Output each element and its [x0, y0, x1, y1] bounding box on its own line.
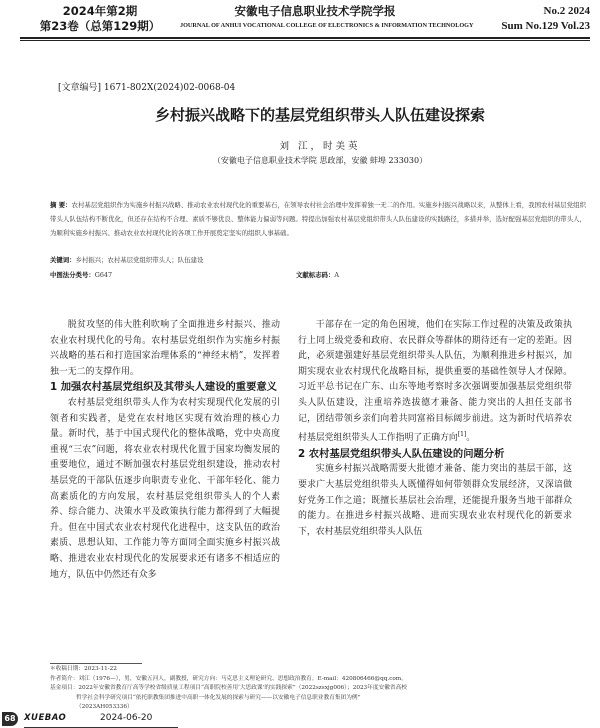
- paper-title: 乡村振兴战略下的基层党组织带头人队伍建设探索: [154, 106, 485, 124]
- keywords-text: 乡村振兴；农村基层党组织带头人；队伍建设: [75, 256, 204, 264]
- received-date: ＊收稿日期：2023-11-22: [50, 666, 117, 672]
- page-footer: [0, 711, 600, 728]
- paragraph: 农村基层党组织带头人作为农村实现现代化发展的引领者和实践者，是党在农村地区实现有效治理的核心力量。新时代，基于中国式现代化的整体战略，党中央高度重视“三农”问题，将农业农村现代化置于国家均衡发展的重要地位，通过不断加强农村基层党组织建设，推动农村基层党的干部队伍逐步向职责专业化、干部年轻化、能力高素质化的方向发展，农村基层党组织带头人的个人素养、综合能力、决策水平及政策执行能力都得到了大幅提升。但在中国式农业农村现代化进程中，这支队伍的政治素质、思想认知、工作能力等方面同全面实施乡村振兴战略、推进农业农村现代化的发展要求还有诸多不相适应的地方，队伍中仍然还有众多: [50, 397, 280, 580]
- citation-ref[interactable]: [1]: [457, 431, 467, 439]
- paragraph: 脱贫攻坚的伟大胜利吹响了全面推进乡村振兴、推动农业农村现代化的号角。农村基层党组织作为实施乡村振兴战略的基石和打造国家治理体系的“神经末梢”，发挥着独一无二的支撑作用。: [50, 320, 280, 377]
- keywords-label: 关键词：: [50, 256, 76, 264]
- document-code: [296, 268, 339, 282]
- abstract-text: 农村基层党组织作为实施乡村振兴战略、推动农业农村现代化的重要基石，在领导农村社会治理中发挥着独一无二的作用。实施乡村振兴战略以来，从整体上看，我国农村基层党组织带头人队伍结构不断优化，但还存在结构不合理、素质不够优良、整体能力偏弱等问题。特提出加强农村基层党组织带头人队伍建设的实践路径，多措并举，选好配强基层党组织的带头人，为顺利实施乡村振兴、推动农业农村现代化的各项工作开展奠定坚实的组织人事基础。: [50, 201, 586, 237]
- author-affiliation: （安徽电子信息职业技术学院 思政部，安徽 蚌埠 233030）: [212, 156, 428, 165]
- clc-number: [50, 268, 112, 282]
- clc-label: 中图法分类号：: [50, 271, 95, 279]
- body-column-left: [50, 318, 280, 583]
- volume-cn: 第23卷（总第129期）: [39, 19, 161, 33]
- header-right: [472, 4, 590, 34]
- keywords: [50, 253, 586, 267]
- section-heading-1: 1 加强农村基层党组织及其带头人建设的重要意义: [50, 381, 277, 394]
- header-rule-thin: [20, 40, 590, 41]
- paragraph-end: 。: [466, 433, 476, 444]
- clc-value: G647: [94, 271, 113, 279]
- fund-line-2: 哲学社会科学研究项目“依托职教集团推进中高职一体化发展的探索与研究——以安徽电子信息职业教育集团为例”: [76, 694, 361, 701]
- paragraph: [298, 318, 572, 447]
- doc-code-label: 文献标志码：: [296, 271, 335, 279]
- issue-en: No.2 2024: [543, 5, 590, 17]
- author-names: 刘 江，时美英: [279, 141, 361, 152]
- author-info: 作者简介：刘江（1976—），男，安徽五河人，副教授，研究方向：马克思主义理论研究、思想政治教育。E-mail：420806466@qq.com。: [50, 675, 407, 682]
- fund-line-1: 基金项目：2022年安徽省教育厅高等学校省级质量工程项目“高职院校善用‘大思政课’的实践探索”（2022szsxjg006）；2023年度安徽省高校: [50, 685, 407, 691]
- header-rule-thick: [20, 37, 590, 39]
- footnotes: [50, 665, 590, 713]
- doc-code-value: A: [334, 271, 339, 279]
- header-middle: [180, 4, 474, 33]
- journal-abbreviation: XUEBAO: [24, 713, 67, 723]
- issue-cn: 2024年第2期: [62, 4, 138, 18]
- section-heading-2: 2 农村基层党组织带头人队伍建设的问题分析: [298, 447, 505, 460]
- header-left: [20, 4, 180, 34]
- volume-en: Sum No.129 Vol.23: [501, 20, 590, 32]
- paragraph-text: 干部存在一定的角色困境，他们在实际工作过程的决策及政策执行上同上级党委和政府、农民群众等群体的期待还有一定的差距。因此，必须建强建好基层党组织带头人队伍，为顺利推进乡村振兴，加期实现农业农村现代化战略目标，提供重要的基础性领导人才保障。习近平总书记在广东、山东等地考察时多次强调要加强基层党组织带头人队伍建设，注重培养选拔德才兼备、能力突出的人担任支部书记，团结带领乡亲们向着共同富裕目标阔步前进。这为新时代培养农村基层党组织带头人工作指明了正确方向: [298, 320, 572, 444]
- journal-name-en: JOURNAL OF ANHUI VOCATIONAL COLLEGE OF ELECTRONICS & INFORMATION TECHNOLOGY: [180, 22, 474, 29]
- abstract: [50, 198, 586, 240]
- page-number: 68: [2, 712, 18, 726]
- journal-name-cn: 安徽电子信息职业技术学院学报: [234, 4, 396, 18]
- issue-date: 2024-06-20: [100, 713, 153, 723]
- paragraph: 实施乡村振兴战略需要大批德才兼备、能力突出的基层干部，这要求广大基层党组织带头人既懂得如何带领群众发展经济，又深谙做好党务工作之道；既擅长基层社会治理，还能提升服务当地干部群众的能力。在推进乡村振兴战略、进而实现农业农村现代化的新要求下，农村基层党组织带头人队伍: [298, 464, 572, 537]
- fund-line-3: （2023AH053336）: [76, 704, 133, 710]
- footnote-rule: [50, 663, 142, 664]
- abstract-label: 摘 要：: [50, 201, 72, 209]
- article-number: [文章编号] 1671-802X(2024)02-0068-04: [58, 83, 236, 93]
- body-column-right: [298, 318, 572, 540]
